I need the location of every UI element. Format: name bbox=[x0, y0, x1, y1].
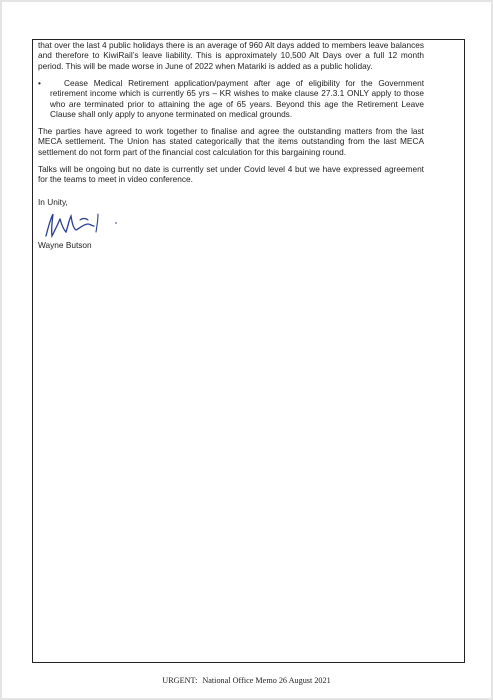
bullet-item-medical-retirement bbox=[38, 78, 424, 120]
footer-text: National Office Memo 26 August 2021 bbox=[202, 676, 331, 685]
memo-body bbox=[38, 40, 424, 250]
footer-label: URGENT: bbox=[162, 676, 198, 685]
signatory-name: Wayne Butson bbox=[38, 240, 92, 251]
bullet-symbol: • bbox=[38, 77, 41, 88]
closing-block bbox=[38, 197, 424, 251]
paragraph-meca-settlement: The parties have agreed to work together to finalise and agree the outstanding matters from the last MECA settlement. The Union has stated categorically that the items outstanding from the last MECA settlement do not form part of the financial cost calculation for this bargaining round. bbox=[38, 126, 424, 157]
bullet-text: Cease Medical Retirement application/payment after age of eligibility for the Government retirement income which is currently 65 yrs – KR wishes to make clause 27.3.1 ONLY apply to those who are terminated prior to attaining the age of 65 years. Beyond this age the Retirement Leave Clause shall only apply to anyone terminated on medical grounds. bbox=[50, 77, 424, 120]
salutation: In Unity, bbox=[38, 196, 68, 207]
page-footer bbox=[2, 676, 491, 685]
handwritten-signature bbox=[42, 210, 424, 238]
paragraph-alt-days: that over the last 4 public holidays there is an average of 960 Alt days added to members leave balances and therefore to KiwiRail’s leave liability. This is approximately 10,500 Alt Days over a full 12 month period. This will be made worse in June of 2022 when Matariki is added as a public holiday. bbox=[38, 40, 424, 71]
paragraph-covid-talks: Talks will be ongoing but no date is currently set under Covid level 4 but we have expressed agreement for the teams to meet in video conference. bbox=[38, 163, 424, 185]
document-page bbox=[2, 2, 491, 698]
